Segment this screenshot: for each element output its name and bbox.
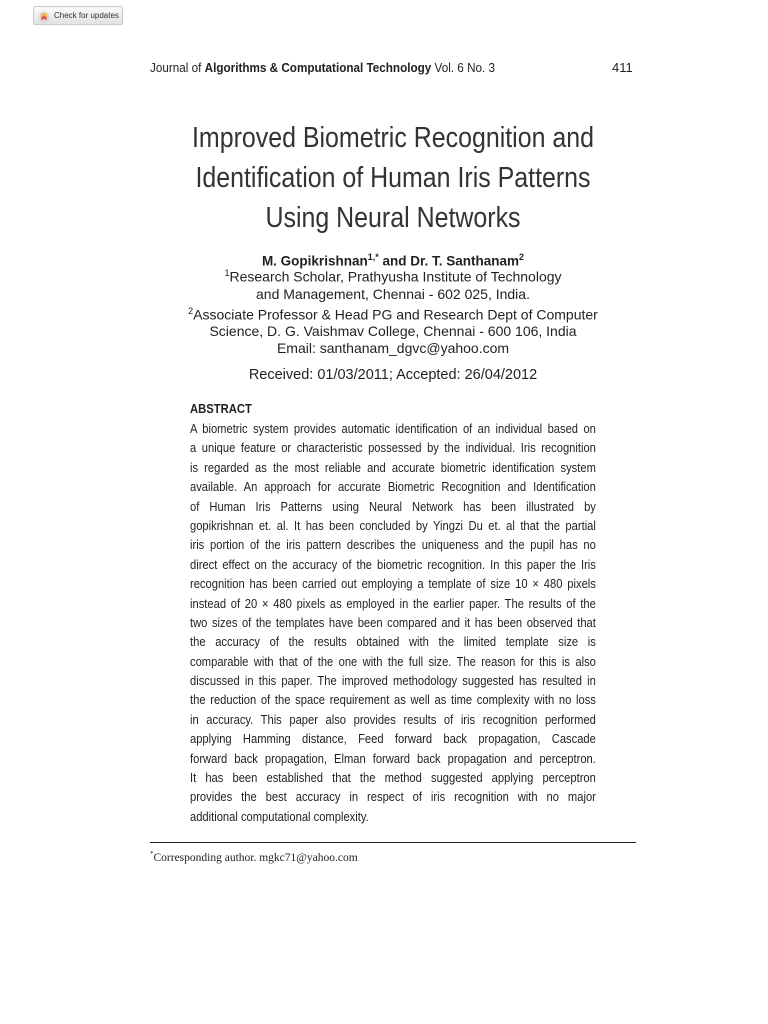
journal-prefix: Journal of (150, 60, 202, 75)
footnote-mark: * (150, 850, 154, 858)
footnote-divider (150, 842, 636, 843)
journal-volume: Vol. 6 No. 3 (434, 60, 496, 75)
author-name: Dr. T. Santhanam (410, 253, 520, 269)
abstract-line: available. An approach for accurate Biometric Recognition and Identification (190, 480, 596, 495)
abstract-line: It has been established that the method suggested applying perceptron (190, 771, 596, 786)
footnote (150, 847, 358, 865)
paper-title (120, 118, 666, 238)
abstract-line: the reduction of the space requirement as well as time complexity with no loss (190, 693, 596, 708)
author-mark: 2 (519, 252, 525, 262)
abstract-line: provides the best accuracy in respect of iris recognition with no major (190, 790, 596, 805)
affiliation-line: Associate Professor & Head PG and Research Dept of Computer (193, 306, 598, 323)
abstract-line: forward back propagation, Elman forward back propagation and perceptron. (190, 751, 596, 766)
author-conjunction: and (382, 253, 407, 269)
abstract-line: A biometric system provides automatic identification of an individual based on (190, 422, 596, 436)
author-email: Email: santhanam_dgvc@yahoo.com (276, 340, 510, 357)
crossmark-icon (38, 10, 50, 22)
author-name: M. Gopikrishnan (261, 253, 368, 269)
abstract-line: is regarded as the most reliable and accurate biometric identification system (190, 460, 596, 475)
affiliation-mark: 1 (224, 268, 230, 278)
affiliation-line: Science, D. G. Vaishmav College, Chennai - 600 106, India (209, 323, 577, 340)
abstract-line: the accuracy of the results obtained with the limited template size is (190, 635, 596, 650)
abstract-line: iris portion of the iris pattern describes the uniqueness and the pupil has no (190, 538, 596, 553)
check-for-updates-label: Check for updates (54, 11, 119, 20)
abstract-heading: ABSTRACT (190, 402, 252, 416)
journal-name: Algorithms & Computational Technology (204, 60, 432, 75)
abstract-line: gopikrishnan et. al. It has been concluded by Yingzi Du et. al that the partial (190, 518, 596, 533)
footnote-text: Corresponding author. mgkc71@yahoo.com (153, 851, 358, 864)
affiliation-line: Research Scholar, Prathyusha Institute of Technology (229, 268, 562, 285)
affiliation-mark: 2 (188, 305, 194, 316)
running-head (150, 59, 587, 77)
title-line: Identification of Human Iris Patterns (195, 162, 591, 194)
abstract-line: applying Hamming distance, Feed forward back propagation, Cascade (190, 732, 596, 747)
abstract-line: two sizes of the templates have been compared and it has been observed that (190, 615, 596, 630)
abstract-line: direct effect on the accuracy of the biometric recognition. In this paper the Iris (190, 557, 596, 572)
affiliations (100, 265, 686, 357)
abstract-line: discussed in this paper. The improved methodology suggested has resulted in (190, 674, 596, 689)
page-number: 411 (612, 60, 633, 75)
abstract-line: in accuracy. This paper also provides results of iris recognition performed (190, 712, 596, 727)
abstract-line: instead of 20 × 480 pixels as employed in the earlier paper. The results of the (190, 596, 596, 611)
abstract-body (190, 420, 596, 827)
title-line: Using Neural Networks (265, 202, 521, 234)
affiliation-line: and Management, Chennai - 602 025, India. (256, 285, 530, 302)
received-accepted-dates: Received: 01/03/2011; Accepted: 26/04/2012 (248, 367, 538, 383)
abstract-line: additional computational complexity. (190, 809, 369, 824)
abstract-line: comparable with that of the one with the full size. The reason for this is also (190, 654, 596, 669)
title-line: Improved Biometric Recognition and (191, 122, 595, 154)
abstract-line: a unique feature or characteristic possessed by the individual. Iris recognition (190, 441, 596, 456)
abstract-line: recognition has been carried out employing a template of size 10 × 480 pixels (190, 577, 596, 592)
author-mark: 1,* (367, 252, 379, 262)
check-for-updates-button[interactable] (33, 6, 123, 25)
abstract-line: of Human Iris Patterns using Neural Network has been illustrated by (190, 499, 596, 514)
